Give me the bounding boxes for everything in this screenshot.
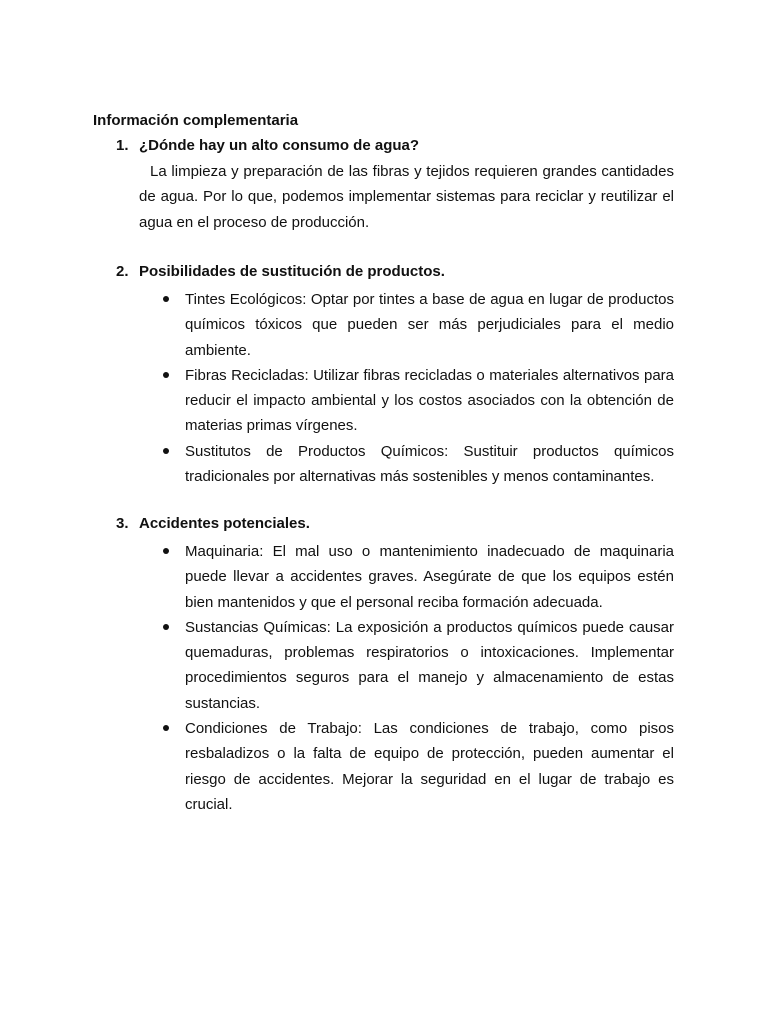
section-paragraph <box>139 159 674 235</box>
bullet-icon <box>116 615 185 640</box>
list-item <box>116 716 674 817</box>
bullet-list <box>116 287 674 489</box>
section-title: Posibilidades de sustitución de productos. <box>139 263 445 280</box>
section-title: ¿Dónde hay un alto consumo de agua? <box>139 137 420 154</box>
section-heading <box>116 136 674 156</box>
bullet-text: Sustancias Químicas: La exposición a productos químicos puede causar quemaduras, problemas respiratorios o intoxicaciones. Implementar procedimientos seguros para el manejo y almacenamiento de estas sustancias. <box>185 618 674 712</box>
section-potential-accidents <box>116 514 674 817</box>
bullet-icon <box>116 439 185 464</box>
list-item <box>116 439 674 490</box>
section-product-substitution <box>116 262 674 489</box>
bullet-text: Sustitutos de Productos Químicos: Sustituir productos químicos tradicionales por alternativas más sostenibles y menos contaminantes. <box>185 442 674 486</box>
bullet-text: Condiciones de Trabajo: Las condiciones de trabajo, como pisos resbaladizos o la falta de equipo de protección, pueden aumentar el riesgo de accidentes. Mejorar la seguridad en el lugar de trabajo es crucial. <box>185 720 674 813</box>
section-heading <box>116 514 674 534</box>
list-item <box>116 539 674 615</box>
bullet-icon <box>116 539 185 564</box>
bullet-icon <box>116 287 185 312</box>
bullet-icon <box>116 363 185 388</box>
section-heading <box>116 262 674 282</box>
bullet-list <box>116 539 674 817</box>
bullet-text: Maquinaria: El mal uso o mantenimiento inadecuado de maquinaria puede llevar a accidentes graves. Asegúrate de que los equipos estén bien mantenidos y que el personal reciba formación adecuada. <box>185 543 674 611</box>
section-number: 3. <box>116 515 129 532</box>
section-water-consumption <box>116 136 674 235</box>
bullet-text: Tintes Ecológicos: Optar por tintes a base de agua en lugar de productos químicos tóxicos que pueden ser más perjudiciales para el medio ambiente. <box>185 291 674 359</box>
list-item <box>116 363 674 439</box>
section-number: 1. <box>116 137 129 154</box>
document-title: Información complementaria <box>93 112 299 129</box>
list-item <box>116 287 674 363</box>
paragraph-text: La limpieza y preparación de las fibras y tejidos requieren grandes cantidades de agua. Por lo que, podemos implementar sistemas para reciclar y reutilizar el agua en el proceso de producción. <box>139 163 674 231</box>
section-number: 2. <box>116 263 129 280</box>
bullet-text: Fibras Recicladas: Utilizar fibras recicladas o materiales alternativos para reducir el impacto ambiental y los costos asociados con la obtención de materias primas vírgenes. <box>185 366 674 435</box>
bullet-icon <box>116 716 185 741</box>
section-title: Accidentes potenciales. <box>139 515 310 532</box>
list-item <box>116 615 674 716</box>
